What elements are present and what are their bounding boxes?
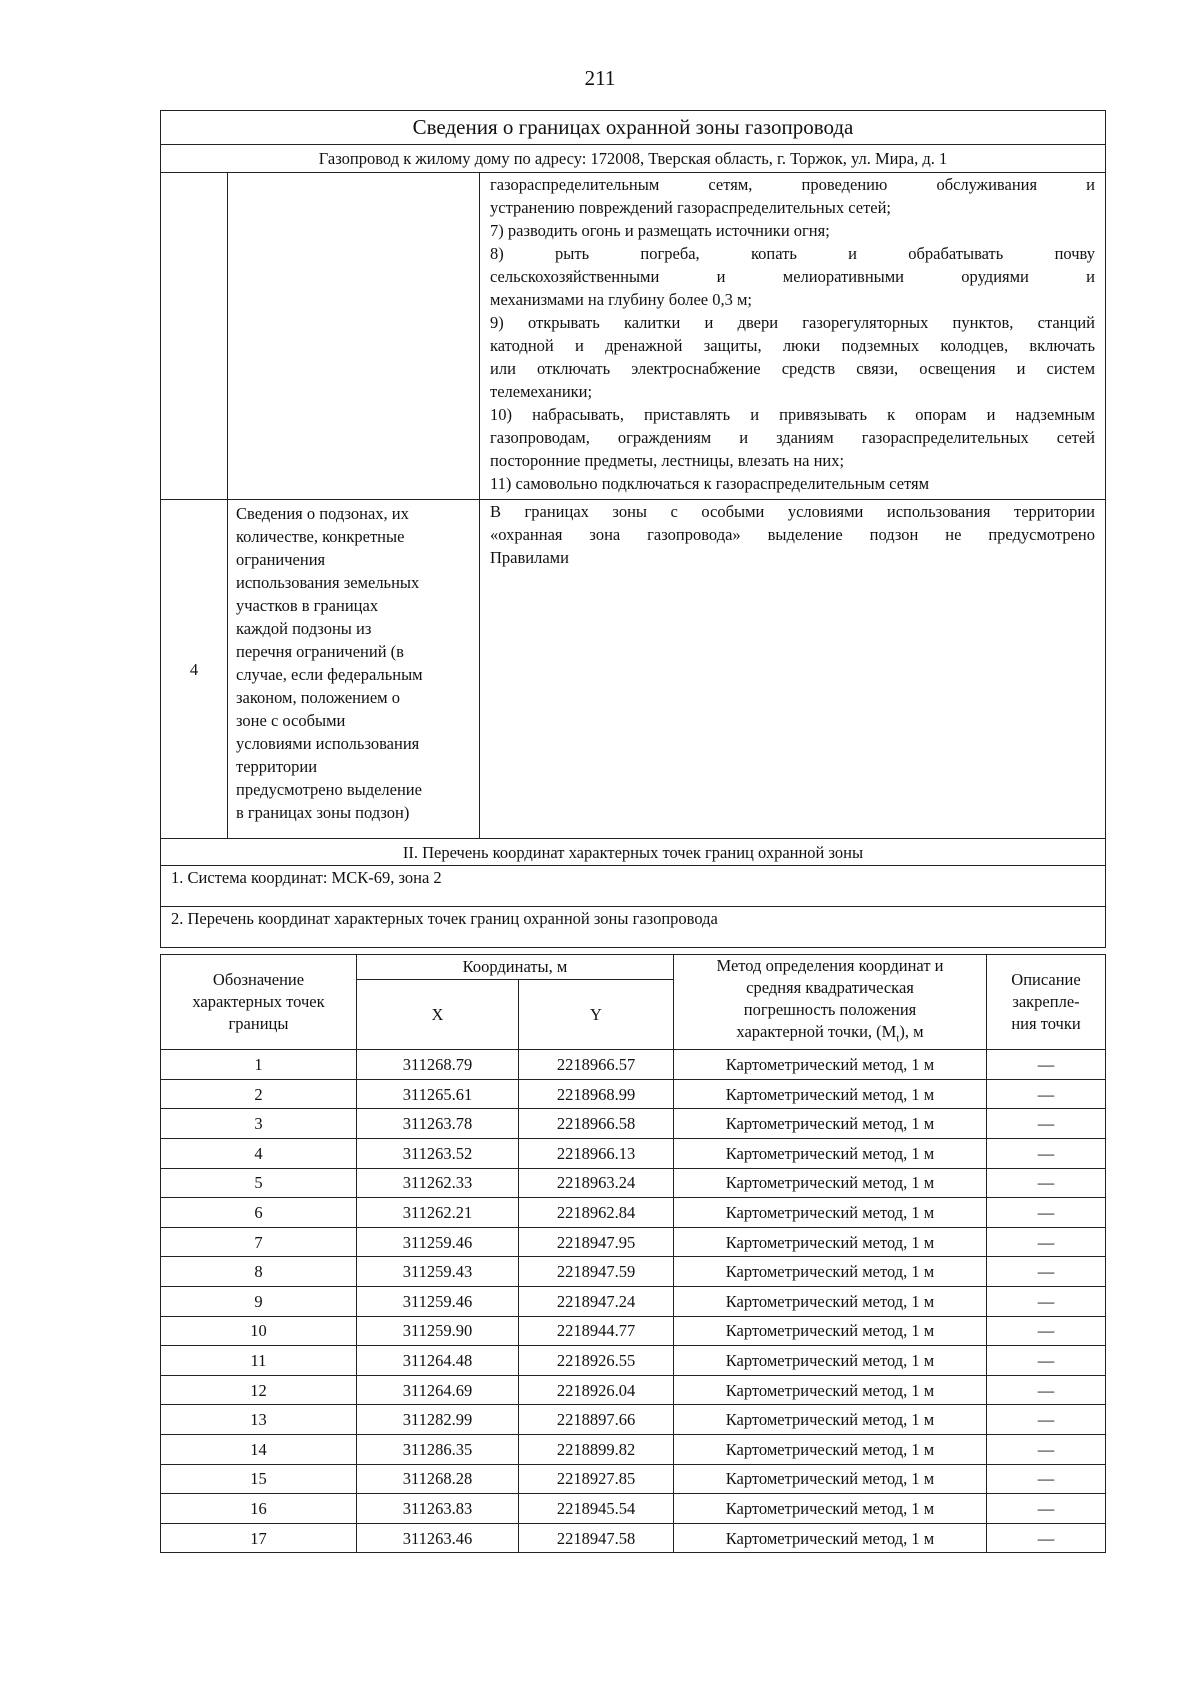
y-cell: 2218947.95 xyxy=(519,1227,674,1257)
header-y: Y xyxy=(519,979,674,1049)
y-cell: 2218899.82 xyxy=(519,1435,674,1465)
method-cell: Картометрический метод, 1 м xyxy=(674,1139,987,1169)
y-cell: 2218945.54 xyxy=(519,1494,674,1524)
description-cell: — xyxy=(987,1050,1106,1080)
row-4-name-line: в границах зоны подзон) xyxy=(236,803,410,822)
continued-restrictions-text xyxy=(480,173,1106,500)
continued-name-cell xyxy=(228,173,480,500)
row-4-value-line: В границах зоны с особыми условиями использования территории xyxy=(490,502,1096,521)
row-4-value-line: «охранная зона газопровода» выделение подзон не предусмотрено xyxy=(490,525,1096,544)
y-cell: 2218926.55 xyxy=(519,1346,674,1376)
point-number-cell: 1 xyxy=(161,1050,357,1080)
point-number-cell: 15 xyxy=(161,1464,357,1494)
coord-system: 1. Система координат: МСК-69, зона 2 xyxy=(161,866,1106,907)
method-cell: Картометрический метод, 1 м xyxy=(674,1287,987,1317)
table-row xyxy=(161,1375,1106,1405)
description-cell: — xyxy=(987,1168,1106,1198)
method-cell: Картометрический метод, 1 м xyxy=(674,1050,987,1080)
row-4-name-line: количестве, конкретные xyxy=(236,527,405,546)
method-cell: Картометрический метод, 1 м xyxy=(674,1405,987,1435)
point-number-cell: 5 xyxy=(161,1168,357,1198)
point-number-cell: 2 xyxy=(161,1079,357,1109)
x-cell: 311263.78 xyxy=(357,1109,519,1139)
point-number-cell: 7 xyxy=(161,1227,357,1257)
x-cell: 311268.28 xyxy=(357,1464,519,1494)
document-title: Сведения о границах охранной зоны газопровода xyxy=(161,111,1106,145)
method-cell: Картометрический метод, 1 м xyxy=(674,1257,987,1287)
point-number-cell: 14 xyxy=(161,1435,357,1465)
y-cell: 2218962.84 xyxy=(519,1198,674,1228)
method-cell: Картометрический метод, 1 м xyxy=(674,1227,987,1257)
page-number: 211 xyxy=(584,66,616,90)
continued-number-cell xyxy=(161,173,228,500)
method-cell: Картометрический метод, 1 м xyxy=(674,1464,987,1494)
table-row xyxy=(161,1257,1106,1287)
table-row xyxy=(161,1227,1106,1257)
y-cell: 2218947.24 xyxy=(519,1287,674,1317)
coordinates-body xyxy=(161,1050,1106,1553)
point-number-cell: 16 xyxy=(161,1494,357,1524)
description-cell: — xyxy=(987,1227,1106,1257)
y-cell: 2218944.77 xyxy=(519,1316,674,1346)
point-number-cell: 9 xyxy=(161,1287,357,1317)
coordinates-table xyxy=(160,954,1106,1553)
restriction-line: механизмами на глубину более 0,3 м; xyxy=(490,290,753,309)
restriction-line: катодной и дренажной защиты, люки подземных колодцев, включать xyxy=(490,336,1096,355)
restriction-line: устранению повреждений газораспределительных сетей; xyxy=(490,198,892,217)
point-number-cell: 13 xyxy=(161,1405,357,1435)
description-cell: — xyxy=(987,1435,1106,1465)
x-cell: 311259.46 xyxy=(357,1227,519,1257)
table-row xyxy=(161,1405,1106,1435)
restriction-line: телемеханики; xyxy=(490,382,593,401)
x-cell: 311263.46 xyxy=(357,1523,519,1553)
description-cell: — xyxy=(987,1257,1106,1287)
x-cell: 311259.43 xyxy=(357,1257,519,1287)
header-point: Обозначение характерных точек границы xyxy=(161,955,357,1050)
y-cell: 2218947.59 xyxy=(519,1257,674,1287)
x-cell: 311286.35 xyxy=(357,1435,519,1465)
row-4-name-line: предусмотрено выделение xyxy=(236,780,422,799)
table-row xyxy=(161,1050,1106,1080)
description-cell: — xyxy=(987,1405,1106,1435)
description-cell: — xyxy=(987,1287,1106,1317)
x-cell: 311262.33 xyxy=(357,1168,519,1198)
description-cell: — xyxy=(987,1109,1106,1139)
restriction-line: сельскохозяйственными и мелиоративными орудиями и xyxy=(490,267,1096,286)
header-x: X xyxy=(357,979,519,1049)
point-number-cell: 12 xyxy=(161,1375,357,1405)
description-cell: — xyxy=(987,1198,1106,1228)
method-cell: Картометрический метод, 1 м xyxy=(674,1435,987,1465)
point-number-cell: 11 xyxy=(161,1346,357,1376)
restriction-line: 10) набрасывать, приставлять и привязывать к опорам и надземным xyxy=(490,405,1096,424)
table-row xyxy=(161,1079,1106,1109)
table-row xyxy=(161,1464,1106,1494)
description-cell: — xyxy=(987,1079,1106,1109)
point-number-cell: 17 xyxy=(161,1523,357,1553)
method-cell: Картометрический метод, 1 м xyxy=(674,1198,987,1228)
method-cell: Картометрический метод, 1 м xyxy=(674,1346,987,1376)
x-cell: 311259.90 xyxy=(357,1316,519,1346)
row-4-name-line: зоне с особыми xyxy=(236,711,346,730)
y-cell: 2218963.24 xyxy=(519,1168,674,1198)
section-2-title: II. Перечень координат характерных точек границ охранной зоны xyxy=(161,839,1106,866)
point-number-cell: 10 xyxy=(161,1316,357,1346)
description-cell: — xyxy=(987,1316,1106,1346)
description-cell: — xyxy=(987,1346,1106,1376)
y-cell: 2218966.58 xyxy=(519,1109,674,1139)
method-cell: Картометрический метод, 1 м xyxy=(674,1168,987,1198)
point-number-cell: 3 xyxy=(161,1109,357,1139)
description-cell: — xyxy=(987,1523,1106,1553)
table-row xyxy=(161,1346,1106,1376)
x-cell: 311263.52 xyxy=(357,1139,519,1169)
point-number-cell: 6 xyxy=(161,1198,357,1228)
row-4-name xyxy=(228,500,480,839)
x-cell: 311282.99 xyxy=(357,1405,519,1435)
row-4-name-line: использования земельных xyxy=(236,573,420,592)
row-4-name-line: участков в границах xyxy=(236,596,379,615)
row-4-name-line: условиями использования xyxy=(236,734,420,753)
coord-list-title: 2. Перечень координат характерных точек границ охранной зоны газопровода xyxy=(161,907,1106,948)
y-cell: 2218926.04 xyxy=(519,1375,674,1405)
method-cell: Картометрический метод, 1 м xyxy=(674,1375,987,1405)
description-cell: — xyxy=(987,1464,1106,1494)
y-cell: 2218897.66 xyxy=(519,1405,674,1435)
x-cell: 311259.46 xyxy=(357,1287,519,1317)
table-row xyxy=(161,1494,1106,1524)
row-4-name-line: территории xyxy=(236,757,318,776)
row-4-name-line: каждой подзоны из xyxy=(236,619,372,638)
row-4-value-line: Правилами xyxy=(490,548,569,567)
restriction-line: газопроводам, ограждениям и зданиям газораспределительных сетей xyxy=(490,428,1096,447)
restriction-line: или отключать электроснабжение средств связи, освещения и систем xyxy=(490,359,1096,378)
restriction-line: газораспределительным сетям, проведению обслуживания и xyxy=(490,175,1096,194)
header-coordinates: Координаты, м xyxy=(357,955,674,980)
header-method: Метод определения координат и средняя квадратическая погрешность положения характерной точки, $(M_t)$, м xyxy=(674,955,987,1050)
y-cell: 2218927.85 xyxy=(519,1464,674,1494)
method-cell: Картометрический метод, 1 м xyxy=(674,1316,987,1346)
table-row xyxy=(161,1109,1106,1139)
method-cell: Картометрический метод, 1 м xyxy=(674,1494,987,1524)
y-cell: 2218947.58 xyxy=(519,1523,674,1553)
description-cell: — xyxy=(987,1139,1106,1169)
table-row xyxy=(161,1523,1106,1553)
x-cell: 311268.79 xyxy=(357,1050,519,1080)
y-cell: 2218966.13 xyxy=(519,1139,674,1169)
continued-row xyxy=(161,173,1106,500)
x-cell: 311264.48 xyxy=(357,1346,519,1376)
restriction-line: посторонние предметы, лестницы, влезать на них; xyxy=(490,451,845,470)
row-4-value xyxy=(480,500,1106,839)
y-cell: 2218968.99 xyxy=(519,1079,674,1109)
table-row xyxy=(161,1435,1106,1465)
x-cell: 311263.83 xyxy=(357,1494,519,1524)
description-cell: — xyxy=(987,1375,1106,1405)
table-row xyxy=(161,1316,1106,1346)
y-cell: 2218966.57 xyxy=(519,1050,674,1080)
row-4 xyxy=(161,500,1106,839)
row-4-name-line: законом, положением о xyxy=(236,688,400,707)
row-4-name-line: перечня ограничений (в xyxy=(236,642,404,661)
row-4-name-line: Сведения о подзонах, их xyxy=(236,504,409,523)
x-cell: 311264.69 xyxy=(357,1375,519,1405)
table-row xyxy=(161,1287,1106,1317)
point-number-cell: 8 xyxy=(161,1257,357,1287)
restriction-line: 7) разводить огонь и размещать источники огня; xyxy=(490,221,830,240)
restriction-line: 8) рыть погреба, копать и обрабатывать почву xyxy=(490,244,1096,263)
description-cell: — xyxy=(987,1494,1106,1524)
x-cell: 311262.21 xyxy=(357,1198,519,1228)
row-4-name-line: случае, если федеральным xyxy=(236,665,423,684)
table-row xyxy=(161,1139,1106,1169)
point-number-cell: 4 xyxy=(161,1139,357,1169)
restriction-line: 9) открывать калитки и двери газорегуляторных пунктов, станций xyxy=(490,313,1096,332)
method-cell: Картометрический метод, 1 м xyxy=(674,1079,987,1109)
method-cell: Картометрический метод, 1 м xyxy=(674,1109,987,1139)
row-4-number: 4 xyxy=(161,500,228,839)
zone-info-table xyxy=(160,110,1106,948)
table-row xyxy=(161,1168,1106,1198)
header-description: Описание закрепле- ния точки xyxy=(987,955,1106,1050)
restriction-line: 11) самовольно подключаться к газораспределительным сетям xyxy=(490,474,930,493)
table-row xyxy=(161,1198,1106,1228)
document-subtitle: Газопровод к жилому дому по адресу: 172008, Тверская область, г. Торжок, ул. Мира, д. 1 xyxy=(161,145,1106,173)
method-cell: Картометрический метод, 1 м xyxy=(674,1523,987,1553)
x-cell: 311265.61 xyxy=(357,1079,519,1109)
row-4-name-line: ограничения xyxy=(236,550,326,569)
